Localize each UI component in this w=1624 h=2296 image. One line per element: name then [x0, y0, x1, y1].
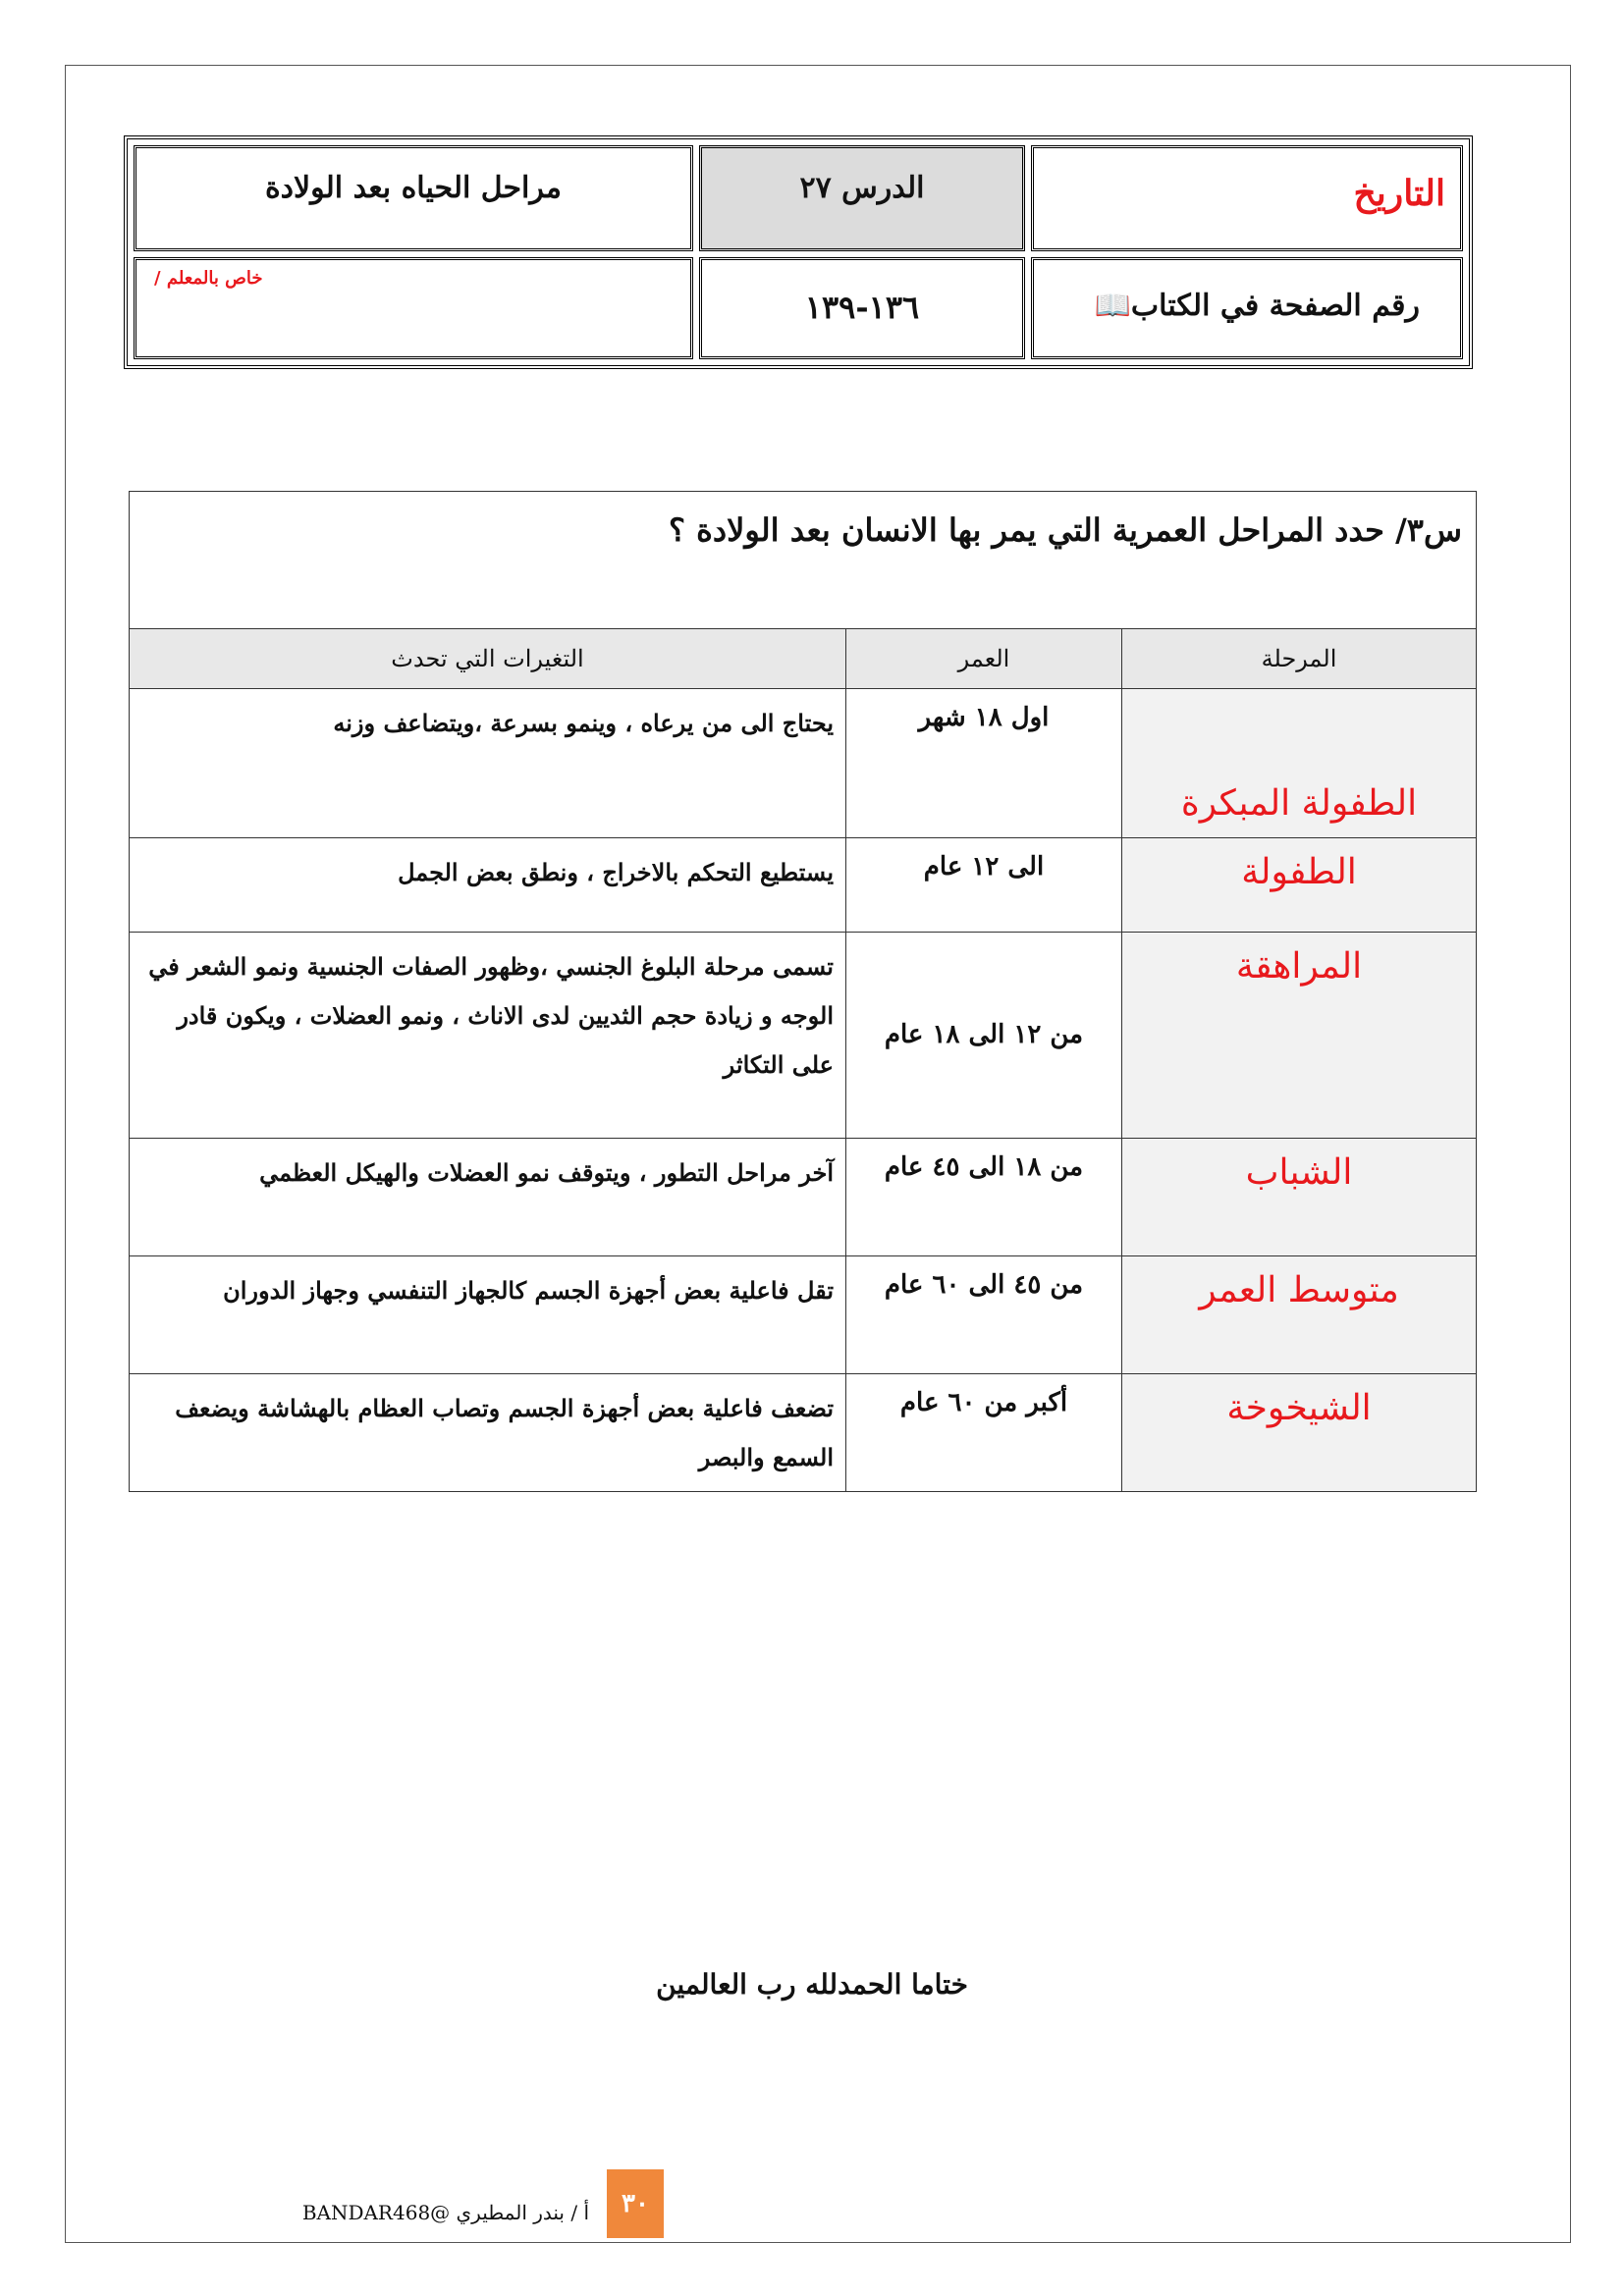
- age-cell: من ١٢ الى ١٨ عام: [846, 933, 1122, 1139]
- stage-cell: الشباب: [1122, 1139, 1477, 1256]
- changes-cell: تضعف فاعلية بعض أجهزة الجسم وتصاب العظام بالهشاشة ويضعف السمع والبصر: [130, 1374, 846, 1492]
- stage-cell: الطفولة المبكرة: [1122, 689, 1477, 838]
- question-text: س٣/ حدد المراحل العمرية التي يمر بها الانسان بعد الولادة ؟: [668, 511, 1462, 549]
- stage-cell: الشيخوخة: [1122, 1374, 1477, 1492]
- date-label: التاريخ: [1353, 173, 1445, 214]
- question-box: [129, 491, 1477, 628]
- age-cell: من ٤٥ الى ٦٠ عام: [846, 1256, 1122, 1374]
- footer: [232, 2187, 664, 2238]
- age-cell: اول ١٨ شهر: [846, 689, 1122, 838]
- header-changes: التغيرات التي تحدث: [130, 629, 846, 689]
- table-row: [130, 838, 1477, 933]
- header-age: العمر: [846, 629, 1122, 689]
- stage-cell: المراهقة: [1122, 933, 1477, 1139]
- changes-cell: تقل فاعلية بعض أجهزة الجسم كالجهاز التنفسي وجهاز الدوران: [130, 1256, 846, 1374]
- book-page-cell: [1031, 257, 1463, 359]
- footer-author: أ / بندر المطيري @BANDAR468: [301, 2201, 589, 2224]
- stage-cell: متوسط العمر: [1122, 1256, 1477, 1374]
- table-row: [130, 689, 1477, 838]
- table-row: [130, 1256, 1477, 1374]
- table-row: [130, 1374, 1477, 1492]
- changes-cell: آخر مراحل التطور ، ويتوقف نمو العضلات والهيكل العظمي: [130, 1139, 846, 1256]
- closing-text: ختاما الحمدلله رب العالمين: [656, 1968, 968, 2001]
- table-row: [130, 933, 1477, 1139]
- lesson-title-cell: [134, 145, 693, 251]
- teacher-note: خاص بالمعلم /: [154, 268, 263, 289]
- changes-cell: يحتاج الى من يرعاه ، وينمو بسرعة ،ويتضاعف وزنه: [130, 689, 846, 838]
- lesson-header-table: [124, 135, 1473, 369]
- table-header-row: [130, 629, 1477, 689]
- table-row: [130, 1139, 1477, 1256]
- page-range-cell: [699, 257, 1025, 359]
- teacher-cell: [134, 257, 693, 359]
- age-cell: من ١٨ الى ٤٥ عام: [846, 1139, 1122, 1256]
- changes-cell: تسمى مرحلة البلوغ الجنسي ،وظهور الصفات الجنسية ونمو الشعر في الوجه و زيادة حجم الثديين لدى الاناث ، ونمو العضلات ، ويكون قادر على التكاثر: [130, 933, 846, 1139]
- lesson-title: مراحل الحياه بعد الولادة: [264, 171, 563, 205]
- lesson-number: الدرس ٢٧: [799, 171, 925, 205]
- page-number-badge: ٣٠: [607, 2169, 664, 2238]
- stage-cell: الطفولة: [1122, 838, 1477, 933]
- age-cell: الى ١٢ عام: [846, 838, 1122, 933]
- header-stage: المرحلة: [1122, 629, 1477, 689]
- book-page-label: رقم الصفحة في الكتاب📖: [1094, 289, 1420, 323]
- date-cell: [1031, 145, 1463, 251]
- life-stages-table: [129, 628, 1477, 1492]
- age-cell: أكبر من ٦٠ عام: [846, 1374, 1122, 1492]
- changes-cell: يستطيع التحكم بالاخراج ، ونطق بعض الجمل: [130, 838, 846, 933]
- page-range: ١٣٦-١٣٩: [804, 289, 920, 326]
- lesson-number-cell: [699, 145, 1025, 251]
